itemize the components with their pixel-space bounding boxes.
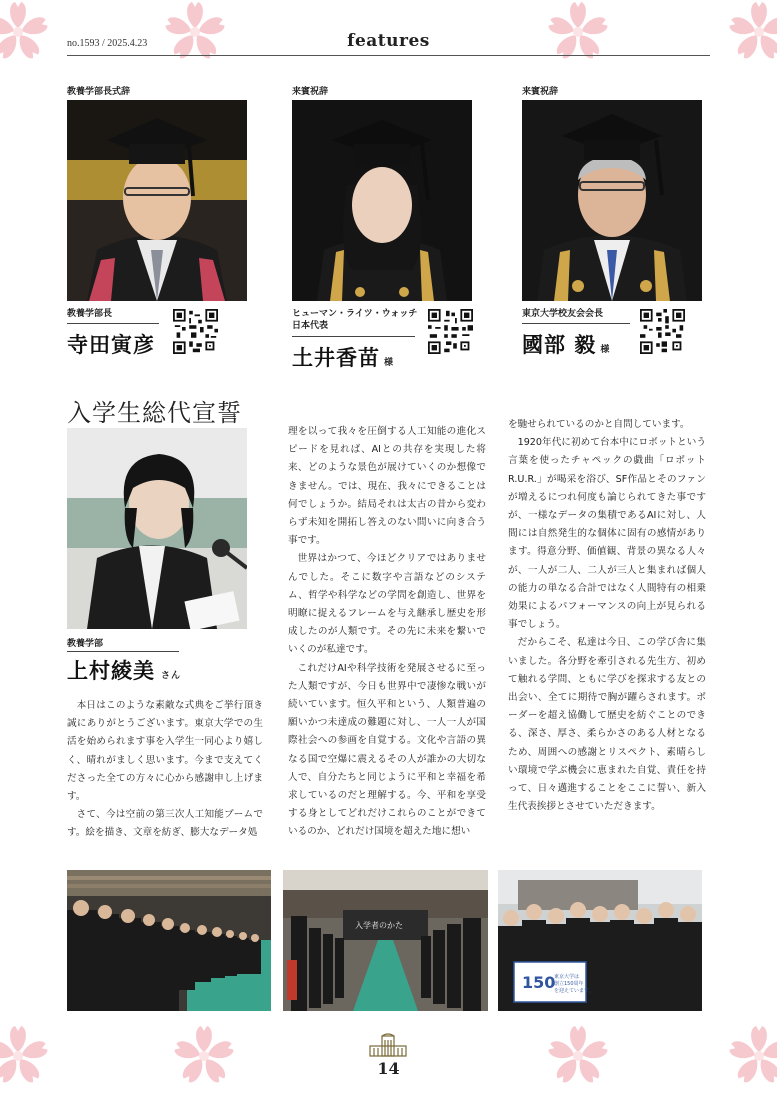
article-column-1 xyxy=(67,697,263,843)
page-number: 14 xyxy=(377,1059,400,1078)
student-name xyxy=(67,655,181,685)
speaker-3-divider xyxy=(522,323,630,324)
anniversary-sign-caption-line: を迎えています。 xyxy=(554,988,594,994)
sakura-bottom-right-decoration xyxy=(727,1024,777,1088)
speaker-2-divider xyxy=(292,336,415,337)
gallery-banner-text: 入学者のかた xyxy=(355,921,403,930)
paragraph: 本日はこのような素敵な式典をご挙行頂き誠にありがとうございます。東京大学での生活を始められます事を入学生一同心より嬉しく、晴れがましく思います。今まで支えてくださった全ての方々に心から感謝申し上げます。 xyxy=(67,700,263,803)
speaker-3-honorific: 様 xyxy=(600,345,611,355)
speaker-3-photo xyxy=(522,100,702,301)
student-honorific: さん xyxy=(161,671,182,681)
paragraph: を馳せられているのかと自問しています。 xyxy=(508,419,690,430)
speaker-2-role-line: 日本代表 xyxy=(292,321,329,331)
article-column-2 xyxy=(288,423,486,842)
speaker-1-name xyxy=(67,329,155,359)
qr-code-icon[interactable] xyxy=(640,309,685,354)
speaker-1-photo xyxy=(67,100,247,301)
gallery-photo-hall xyxy=(283,870,488,1011)
paragraph: 1920年代に初めて台本中にロボットという言葉を使ったチャペックの戯曲「ロボットR.U.R.」が喝采を浴び、SF作品とそのファンが増えるにつれ何度も論じられてきた事ですが、一様なデータの集積であるAIに対し、人間には自然発生的な個体に固有の感情があります。得意分野、価値観、背景の異なる人々が、一人が二人、二人が三人と集まれば個人の能力の単なる合計ではなく人間特有の相乗効果によるパフォーマンスの向上が見られる事でしょう。 xyxy=(508,437,706,631)
gallery-photo-audience xyxy=(67,870,271,1011)
qr-code-icon[interactable] xyxy=(428,309,473,354)
speaker-1-role-line: 教養学部長 xyxy=(67,309,113,319)
qr-code-icon[interactable] xyxy=(173,309,218,354)
sakura-bottom-decoration xyxy=(546,1024,610,1088)
section-title: features xyxy=(347,31,430,51)
anniversary-sign-number: 150 xyxy=(522,973,556,992)
speaker-1-name-text: 寺田寅彦 xyxy=(67,333,155,357)
student-photo xyxy=(67,428,247,629)
speaker-2-name-text: 土井香苗 xyxy=(292,346,380,370)
speaker-1-divider xyxy=(67,323,159,324)
speaker-2-photo xyxy=(292,100,472,301)
speaker-1-role xyxy=(67,308,112,320)
anniversary-sign-caption-line: 創立150周年 xyxy=(554,981,584,987)
paragraph: これだけAIや科学技術を発展させるに至った人類ですが、今日も世界中で凄惨な戦いが続いています。恒久平和という、人類普遍の願いかつ未達成の難題に対し、一人一人が国際社会への参画を自覚する。文化や言語の異なる国で空爆に震えるその人が誰かの大切な人で、自分たちと同じように平和と幸福を希求しているのだと理解する。今、平和を享受する身としてどれだけこれらのことができているのか、どれだけ国境を超えた地に想い xyxy=(288,662,486,838)
student-affiliation: 教養学部 xyxy=(67,639,104,649)
sakura-bottom-left-decoration xyxy=(0,1024,50,1088)
speaker-2-role xyxy=(292,308,417,332)
speaker-3-name-text: 國部 毅 xyxy=(522,333,597,357)
speaker-2-caption: 来賓祝辞 xyxy=(292,87,329,97)
speaker-3-caption: 来賓祝辞 xyxy=(522,87,559,97)
issue-number: no.1593 / 2025.4.23 xyxy=(67,38,148,49)
paragraph: さて、今は空前の第三次人工知能ブームです。絵を描き、文章を紡ぎ、膨大なデータ処 xyxy=(67,809,263,839)
gallery-photo-group xyxy=(498,870,702,1011)
speaker-2-honorific: 様 xyxy=(384,358,395,368)
speaker-3-role xyxy=(522,308,603,320)
speaker-2-name xyxy=(292,342,394,372)
student-divider xyxy=(67,651,179,652)
paragraph: だからこそ、私達は今日、この学び舎に集いました。各分野を牽引される先生方、初めて触れる学問、ともに学びを探求する友との出会い、全てに期待で胸が躍らされます。ボーダーを超え協働して歴史を紡ぐことのできる、深さ、厚さ、柔らかさのある人材となるため、周囲への感謝とリスペクト、素晴らしい環境で学ぶ機会に恵まれた自覚、責任を持って、日々邁進することをここに誓い、新入生代表挨拶とさせていただきます。 xyxy=(508,637,706,813)
article-title: 入学生総代宣誓 xyxy=(67,399,242,427)
student-name-text: 上村綾美 xyxy=(67,659,155,683)
paragraph: 世界はかつて、今ほどクリアではありませんでした。そこに数字や言語などのシステム、哲学や科学などの学問を創造し、世界を明瞭に捉えるフレームを与え継承し歴史を形成したのが人類です。その先に未来を繋いでいくのが私達です。 xyxy=(288,553,486,656)
header-divider xyxy=(67,55,710,56)
paragraph: 理を以って我々を圧倒する人工知能の進化スピードを見れば、AIとの共存を実現した将来、どのような景色が展けていくのか想像できません。では、現在、我々にできることは何でしょうか。結局それは太古の昔から変わらず未知を開拓し答えのない問いに向き合う事です。 xyxy=(288,426,486,547)
speaker-2-role-line: ヒューマン・ライツ・ウォッチ xyxy=(292,309,418,319)
article-column-3 xyxy=(508,416,706,816)
speaker-3-name xyxy=(522,329,610,359)
anniversary-sign-caption-line: 東京大学は xyxy=(554,974,580,980)
sakura-bottom-decoration xyxy=(172,1024,236,1088)
speaker-1-caption: 教養学部長式辞 xyxy=(67,87,131,97)
speaker-3-role-line: 東京大学校友会会長 xyxy=(522,309,604,319)
yasuda-auditorium-logo-icon xyxy=(368,1032,408,1058)
